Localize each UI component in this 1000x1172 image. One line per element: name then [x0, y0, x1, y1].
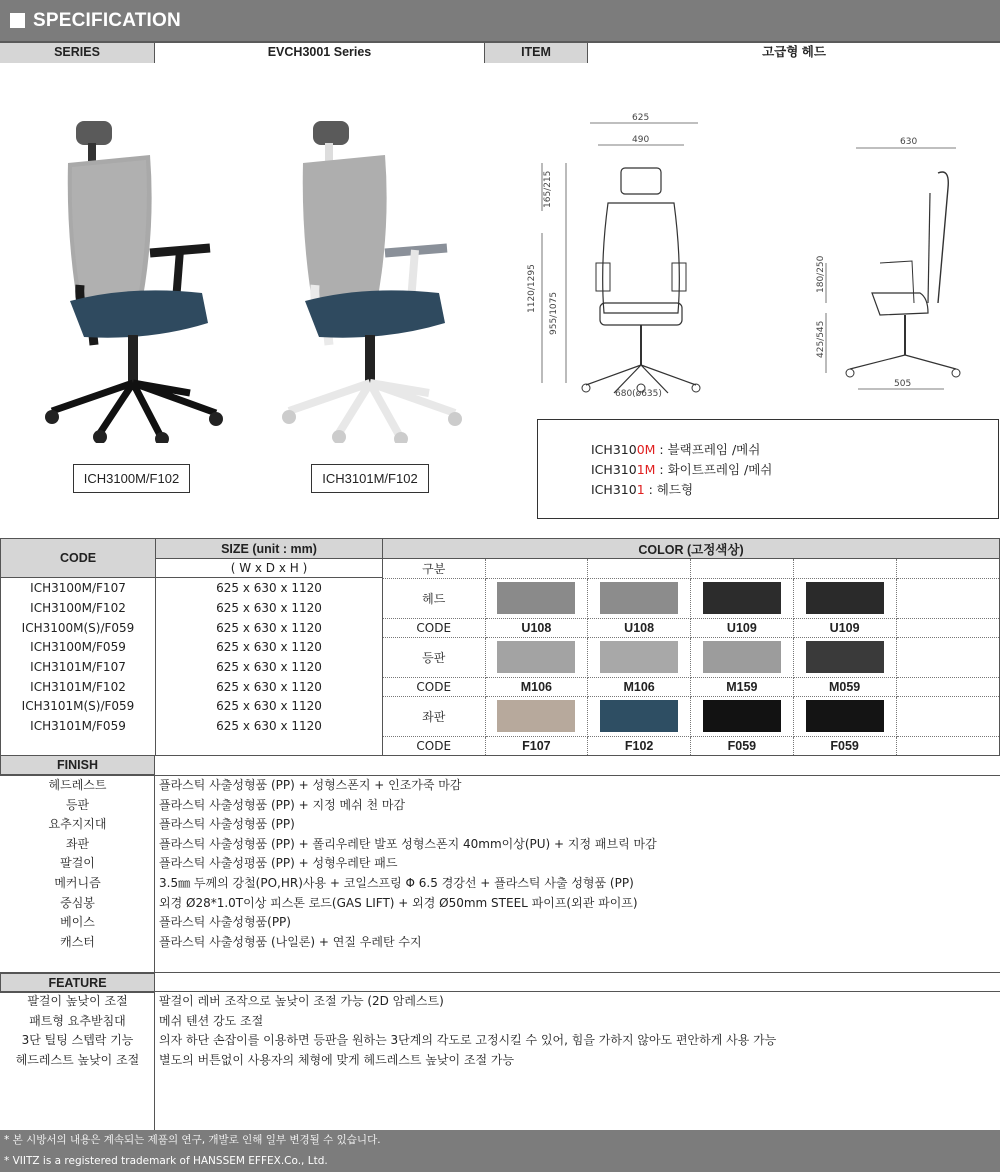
part-name: 등판 — [383, 637, 485, 677]
finish-row: 헤드레스트 플라스틱 사출성형품 (PP) + 성형스폰지 + 인조가죽 마감 — [48, 778, 462, 792]
product-size: 625 x 630 x 1120 — [216, 719, 322, 734]
finish-row: 등판 플라스틱 사출성형품 (PP) + 지정 메쉬 천 마감 — [65, 797, 406, 812]
finish-row: 베이스 플라스틱 사출성형품(PP) — [60, 915, 291, 930]
code-label: CODE — [383, 618, 485, 637]
color-swatch — [703, 582, 781, 614]
item-value: 고급형 헤드 — [588, 43, 1000, 63]
footer-note: * 본 시방서의 내용은 계속되는 제품의 연구, 개발로 인해 일부 변경될 수 있습니다. — [4, 1134, 381, 1146]
dim-seat-height-side: 425/545 — [816, 320, 826, 358]
code-label: CODE — [383, 677, 485, 696]
color-swatch — [600, 582, 678, 614]
dim-base-width: 680(ø635) — [615, 389, 662, 398]
color-swatch — [497, 700, 575, 732]
dim-base-depth: 505 — [894, 379, 912, 389]
footer-trademark: * VIITZ is a registered trademark of HANSSEM EFFEX.Co., Ltd. — [4, 1155, 328, 1167]
product-code: ICH3101M(S)/F059 — [21, 699, 135, 714]
color-code: F102 — [588, 736, 691, 755]
spec-header-bar — [0, 0, 1000, 43]
product-size: 625 x 630 x 1120 — [216, 699, 322, 714]
feature-row: 3단 틸팅 스텝락 기능 의자 하단 손잡이를 이용하면 등판을 원하는 3단계의 각도로 고정시킬 수 있어, 힘을 가하지 않아도 편안하게 사용 가능 — [21, 1033, 777, 1048]
code-label: CODE — [383, 736, 485, 755]
color-code: U108 — [588, 618, 691, 637]
footer — [0, 1130, 1000, 1172]
product-size: 625 x 630 x 1120 — [216, 620, 322, 635]
dim-arm-height: 180/250 — [816, 255, 826, 293]
color-swatch — [600, 700, 678, 732]
product-size: 625 x 630 x 1120 — [216, 640, 322, 655]
dim-depth: 630 — [900, 137, 918, 147]
dim-seat-height: 955/1075 — [549, 291, 559, 335]
color-grid — [383, 559, 999, 755]
dim-total-height: 1120/1295 — [527, 264, 537, 313]
color-code: M059 — [793, 677, 896, 696]
side-dimension-drawing — [810, 133, 970, 401]
color-swatch — [806, 582, 884, 614]
color-code: M159 — [691, 677, 794, 696]
square-icon — [10, 13, 25, 28]
part-name: 헤드 — [383, 578, 485, 618]
legend-line: ICH3101 : 헤드형 — [591, 482, 694, 497]
feature-row: 헤드레스트 높낮이 조절 별도의 버튼없이 사용자의 체형에 맞게 헤드레스트 높낮이 조절 가능 — [15, 1052, 515, 1067]
color-code: F107 — [485, 736, 588, 755]
finish-row: 중심봉 외경 Ø28*1.0T이상 피스톤 로드(GAS LIFT) + 외경 Ø50mm STEEL 파이프(외관 파이프) — [60, 895, 638, 910]
division-label: 구분 — [383, 559, 485, 578]
product-code: ICH3101M/F059 — [30, 719, 126, 734]
color-header: COLOR (고정색상) — [383, 539, 1000, 559]
product-code: ICH3100M/F102 — [30, 600, 126, 615]
color-swatch — [703, 700, 781, 732]
page-title: SPECIFICATION — [33, 9, 181, 31]
product-code: ICH3101M/F102 — [30, 679, 126, 694]
dim-head-adjust: 165/215 — [543, 170, 553, 208]
feature-row: 팔걸이 높낮이 조절 팔걸이 레버 조작으로 높낮이 조절 가능 (2D 암레스트) — [27, 994, 444, 1008]
color-code: U109 — [691, 618, 794, 637]
product-overview — [0, 63, 1000, 538]
spec-table — [0, 538, 1000, 756]
product-code-tag: ICH3100M/F102 — [73, 464, 190, 493]
color-swatch — [497, 582, 575, 614]
item-label: ITEM — [485, 43, 588, 63]
code-legend — [537, 419, 999, 519]
dim-inner-width: 490 — [632, 135, 650, 145]
color-swatch — [600, 641, 678, 673]
series-value: EVCH3001 Series — [155, 43, 485, 63]
size-list — [156, 578, 383, 756]
color-swatch — [806, 641, 884, 673]
legend-line: ICH3100M : 블랙프레임 /메쉬 — [591, 442, 761, 457]
series-row — [0, 43, 1000, 63]
product-code-tag: ICH3101M/F102 — [311, 464, 429, 493]
feature-header: FEATURE — [0, 973, 155, 993]
finish-row: 요추지지대 플라스틱 사출성형품 (PP) — [48, 817, 295, 832]
feature-row: 패트형 요추받침대 메쉬 텐션 강도 조절 — [29, 1013, 264, 1028]
finish-row: 캐스터 플라스틱 사출성형품 (나일론) + 연질 우레탄 수지 — [60, 934, 422, 949]
finish-body — [0, 775, 1000, 973]
finish-row: 메커니즘 3.5㎜ 두께의 강철(PO,HR)사용 + 코일스프링 Φ 6.5 경강선 + 플라스틱 사출 성형품 (PP) — [54, 876, 634, 890]
finish-row: 좌판 플라스틱 사출성형품 (PP) + 폴리우레탄 발포 성형스폰지 40mm이상(PU) + 지정 패브릭 마감 — [65, 836, 657, 851]
series-label: SERIES — [0, 43, 155, 63]
color-swatch — [703, 641, 781, 673]
feature-section — [0, 973, 1000, 1130]
chair-image-white — [275, 113, 470, 443]
part-name: 좌판 — [383, 696, 485, 736]
product-size: 625 x 630 x 1120 — [216, 659, 322, 674]
product-size: 625 x 630 x 1120 — [216, 679, 322, 694]
product-size: 625 x 630 x 1120 — [216, 581, 322, 596]
chair-image-black — [40, 113, 230, 443]
color-code: U109 — [793, 618, 896, 637]
finish-header: FINISH — [0, 755, 155, 775]
product-code: ICH3100M/F107 — [30, 581, 126, 596]
code-header: CODE — [1, 539, 156, 578]
front-dimension-drawing — [508, 103, 718, 398]
code-list — [1, 578, 156, 756]
feature-body — [0, 991, 1000, 1130]
finish-section — [0, 755, 1000, 973]
product-code: ICH3100M(S)/F059 — [21, 620, 135, 635]
product-code: ICH3101M/F107 — [30, 659, 126, 674]
dim-top-width: 625 — [632, 113, 650, 123]
legend-line: ICH3101M : 화이트프레임 /메쉬 — [591, 462, 773, 477]
size-subheader: ( W x D x H ) — [156, 559, 383, 578]
color-grid-cell — [383, 559, 1000, 756]
color-code: U108 — [485, 618, 588, 637]
product-size: 625 x 630 x 1120 — [216, 600, 322, 615]
color-code: M106 — [588, 677, 691, 696]
product-code: ICH3100M/F059 — [30, 640, 126, 655]
finish-row: 팔걸이 플라스틱 사출성평품 (PP) + 성형우레탄 패드 — [60, 856, 398, 871]
color-code: F059 — [691, 736, 794, 755]
color-code: M106 — [485, 677, 588, 696]
color-code: F059 — [793, 736, 896, 755]
color-swatch — [806, 700, 884, 732]
color-swatch — [497, 641, 575, 673]
size-header: SIZE (unit : mm) — [156, 539, 383, 559]
